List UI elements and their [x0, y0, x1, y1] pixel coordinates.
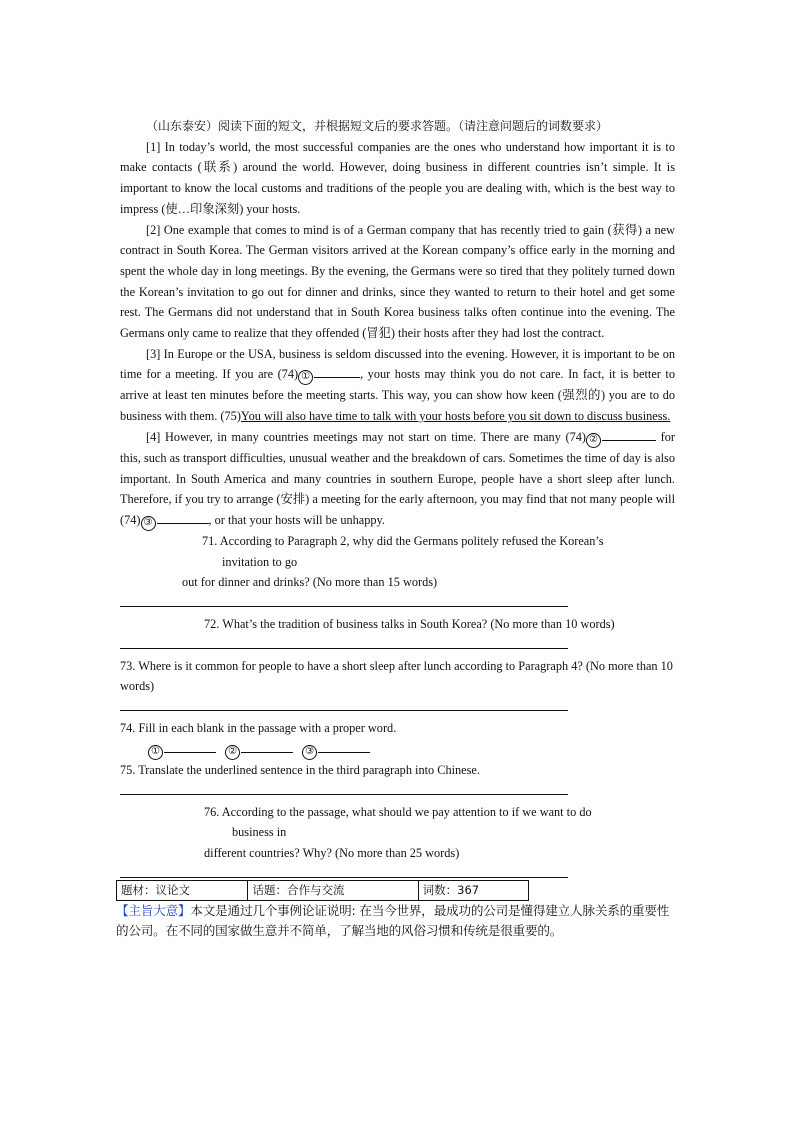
question-74: 74. Fill in each blank in the passage with a proper word. — [120, 721, 397, 736]
passage-summary — [116, 901, 678, 941]
summary-text: 本文是通过几个事例论证说明: 在当今世界，最成功的公司是懂得建立人脉关系的重要性的公司。在不同的国家做生意并不简单，了解当地的风俗习惯和传统是很重要的。 — [116, 902, 670, 938]
answer-blank-2[interactable] — [241, 752, 293, 753]
paragraph-4-text-c: , or that your hosts will be unhappy. — [208, 512, 385, 527]
paragraph-1: [1] In today’s world, the most successful companies are the ones who understand how important it is to make contacts (联系) around the world. However, doing business in different countries isn’t simple. It is important to know the local customs and traditions of the people you are dealing with, which is the best way to impress (使…印象深刻) your hosts. — [120, 139, 675, 216]
blank-number-1: ① — [298, 370, 313, 385]
answer-line-71[interactable] — [120, 593, 568, 607]
summary-tag: 【主旨大意】 — [116, 902, 191, 918]
paragraph-3-text-b: , your hosts may think you do not care. In fact, it is better to arrive at least ten minutes before the meeting starts. This way, you can show how keen (强烈的) you are to do business with them. (75) — [120, 367, 675, 424]
paragraph-4-text-b: for this, such as transport difficulties, unusual weather and the breakdown of cars. Sometimes the time of day is also important. In South America and many countries in southern Europe, people have a short sleep after lunch. Therefore, if you try to arrange (安排) a meeting for the early afternoon, you may find that not many people will (74) — [120, 429, 675, 527]
question-76-line-3: different countries? Why? (No more than 25 words) — [204, 845, 460, 860]
instructions: （山东泰安）阅读下面的短文，并根据短文后的要求答题。（请注意问题后的词数要求） — [146, 119, 609, 133]
blank-number-1: ① — [148, 745, 163, 760]
question-76 — [120, 802, 675, 843]
paragraph-2: [2] One example that comes to mind is of a German company that has recently tried to gain (获得) a new contract in South Korea. The German visitors arrived at the Korean company’s office early in the morning and spent the whole day in long meetings. By the evening, the Germans were so tired that they politely turned down the Korean’s invitation to go out for dinner and drinks, since they wanted to return to their hotel and get some rest. The Germans did not understand that in South Korea business talks often continue into the evening. The Germans only came to realize that they offended (冒犯) their hosts after they had lost the contract. — [120, 222, 675, 341]
paragraph-4-text-a: [4] However, in many countries meetings may not start on time. There are many (74) — [146, 429, 586, 444]
answer-blank-3[interactable] — [318, 752, 370, 753]
question-76-line-2: business in — [232, 825, 287, 840]
answer-line-76[interactable] — [120, 864, 568, 878]
question-74-blanks — [120, 739, 675, 760]
blank-number-2: ② — [225, 745, 240, 760]
blank-number-2: ② — [586, 433, 601, 448]
question-71-line-1: 71. According to Paragraph 2, why did the Germans politely refused the Korean’s — [202, 533, 604, 548]
answer-line-72[interactable] — [120, 635, 568, 649]
underlined-sentence: You will also have time to talk with your hosts before you sit down to discuss business. — [240, 409, 671, 424]
question-73: 73. Where is it common for people to have a short sleep after lunch according to Paragraph 4? (No more than 10 words) — [120, 658, 673, 694]
question-71-line-2: invitation to go — [222, 554, 298, 569]
question-72: 72. What’s the tradition of business talks in South Korea? (No more than 10 words) — [204, 617, 615, 632]
blank-3 — [157, 523, 209, 524]
question-76-line-1: 76. According to the passage, what should we pay attention to if we want to do — [204, 804, 592, 819]
paragraph-3-text-a: [3] In Europe or the USA, business is seldom discussed into the evening. However, it is important to be on time for a meeting. If you are (74) — [120, 346, 675, 382]
topic-type-cell: 题材：议论文 — [117, 880, 248, 900]
question-71-line-3: out for dinner and drinks? (No more than 15 words) — [182, 575, 438, 590]
blank-2 — [602, 440, 656, 441]
paragraph-4 — [120, 427, 675, 531]
word-count-cell: 词数：367 — [418, 880, 528, 900]
blank-1 — [314, 377, 360, 378]
worksheet — [116, 116, 675, 941]
blank-number-3: ③ — [141, 516, 156, 531]
answer-blank-1[interactable] — [164, 752, 216, 753]
paragraph-3 — [120, 344, 675, 427]
blank-number-3: ③ — [302, 745, 317, 760]
answer-line-73[interactable] — [120, 697, 568, 711]
answer-line-75[interactable] — [120, 781, 568, 795]
theme-cell: 话题：合作与交流 — [248, 880, 418, 900]
passage-info-table — [116, 880, 529, 901]
question-71 — [120, 531, 675, 572]
question-75: 75. Translate the underlined sentence in the third paragraph into Chinese. — [120, 762, 480, 777]
